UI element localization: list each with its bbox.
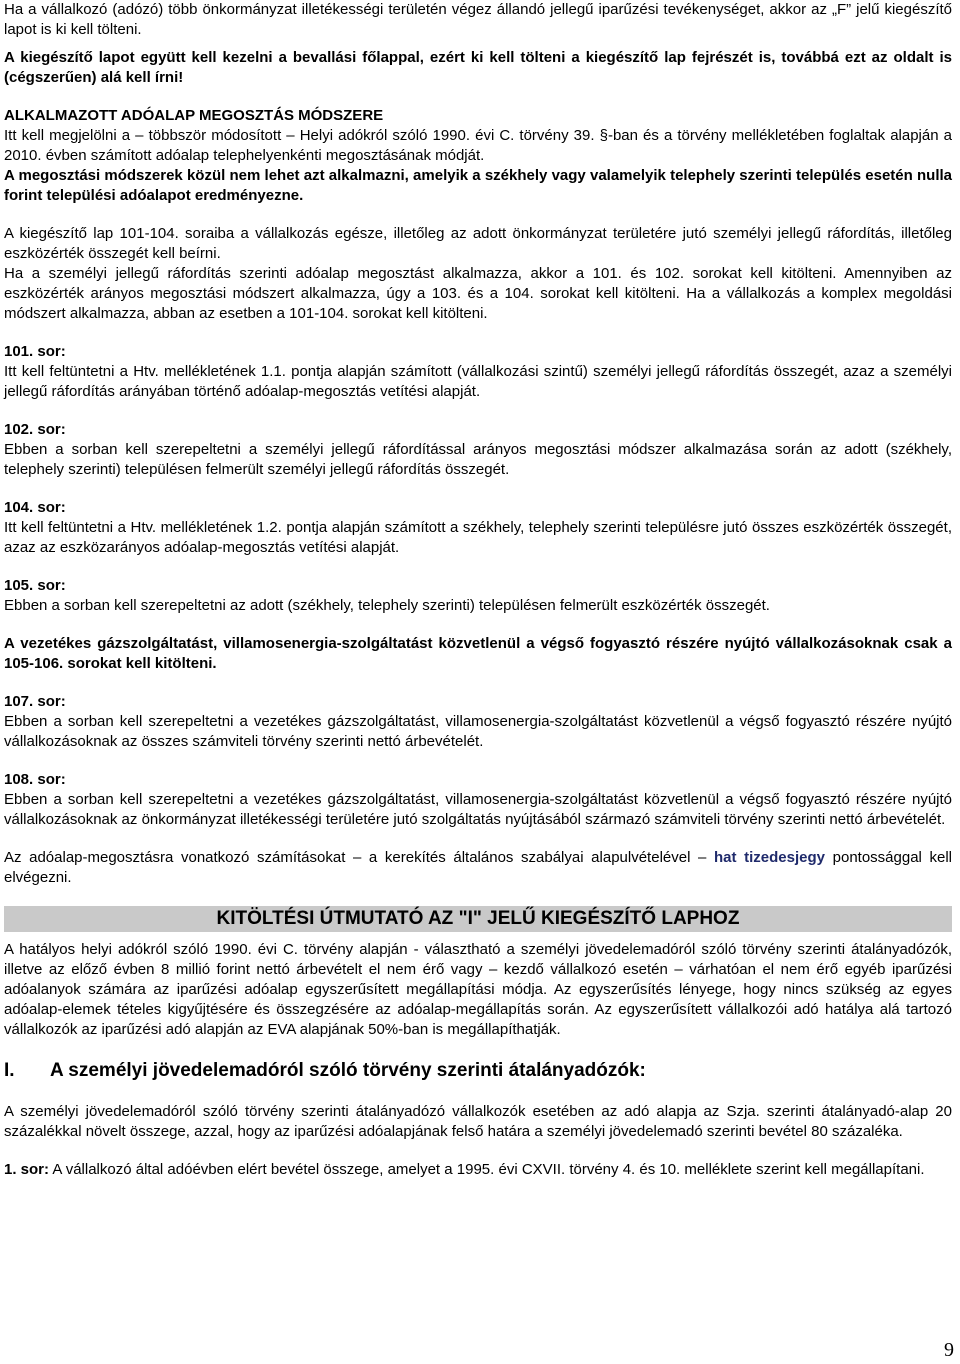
kiegeszito-lap-methods-text: Ha a személyi jellegű ráfordítás szerinti adóalap megosztást alkalmazza, akkor a 101. és 102. sorokat kell kitölteni. Amennyiben az eszközérték arányos megosztási módszert alkalmazza, úgy a 103. és a 104. sorokat kell kitölteni. Ha a vállalkozás a komplex megoldási módszert alkalmazza, abban az esetben a 101-104. sorokat kell kitölteni.: [4, 265, 952, 322]
row-107-text: Ebben a sorban kell szerepeltetni a vezetékes gázszolgáltatást, villamosenergia-szolgáltatást közvetlenül a végső fogyasztó részére nyújtó vállalkozásoknak az összes számviteli törvény szerinti nettó árbevételét.: [4, 713, 952, 750]
row-104-text: Itt kell feltüntetni a Htv. mellékletének 1.2. pontja alapján számított a székhely, telephely szerinti településre jutó összes eszközérték összegét, azaz az eszközarányos adóalap-megosztás vetítési alapját.: [4, 519, 952, 556]
row-101-label: 101. sor:: [4, 343, 66, 360]
rounding-paragraph: [4, 848, 952, 888]
rounding-text-after: pontossággal kell elvégezni.: [4, 849, 953, 886]
row-105-label: 105. sor:: [4, 577, 66, 594]
section-1-paragraph: A személyi jövedelemadóról szóló törvény szerinti átalányadózó vállalkozók esetében az adó alapja az Szja. szerinti átalányadó-alap 20 százalékkal növelt összege, azzal, hogy az iparűzési adóalapjának felső határa a személyi jövedelemadó szerinti bevétel 80 százaléka.: [4, 1103, 952, 1140]
row-1-paragraph: [4, 1160, 952, 1180]
section-1-title-text: A személyi jövedelemadóról szóló törvény szerinti átalányadózók:: [50, 1060, 646, 1081]
section-1-number: I.: [4, 1060, 15, 1081]
alkalmazott-modszer-title: ALKALMAZOTT ADÓALAP MEGOSZTÁS MÓDSZERE: [4, 107, 384, 124]
row-102-label: 102. sor:: [4, 421, 66, 438]
kiegeszito-lap-rows-text: A kiegészítő lap 101-104. soraiba a vállalkozás egésze, illetőleg az adott önkormányzat területére jutó személyi jellegű ráfordítás, illetőleg eszközérték összegét kell beírni.: [4, 225, 952, 262]
signature-note-paragraph: A kiegészítő lapot együtt kell kezelni a bevallási főlappal, ezért ki kell tölteni a kiegészítő lap fejrészét is, továbbá ezt az oldalt is (cégszerűen) alá kell írni!: [4, 49, 952, 86]
gas-electricity-paragraph: A vezetékes gázszolgáltatást, villamosenergia-szolgáltatást közvetlenül a végső fogyasztó részére nyújtó vállalkozásoknak csak a 105-106. sorokat kell kitölteni.: [4, 635, 952, 672]
intro-paragraph-f-sheet: Ha a vállalkozó (adózó) több önkormányzat illetékességi területén végez állandó jellegű iparűzési tevékenységet, akkor az „F” jelű kiegészítő lapot is ki kell tölteni.: [4, 1, 952, 38]
row-108-label: 108. sor:: [4, 771, 66, 788]
row-107-label: 107. sor:: [4, 693, 66, 710]
section-heading-i-sheet: KITÖLTÉSI ÚTMUTATÓ AZ "I" JELŰ KIEGÉSZÍTŐ LAPHOZ: [4, 906, 952, 932]
row-1-text: A vállalkozó által adóévben elért bevétel összege, amelyet a 1995. évi CXVII. törvény 4. és 10. melléklete szerint kell megállapítani.: [52, 1161, 925, 1178]
page-number: 9: [944, 1339, 954, 1361]
row-105-text: Ebben a sorban kell szerepeltetni az adott (székhely, telephely szerinti) településen felmerült eszközérték összegét.: [4, 597, 770, 614]
alkalmazott-modszer-text: Itt kell megjelölni a – többször módosított – Helyi adókról szóló 1990. évi C. törvény 39. §-ban és a törvény mellékletében foglaltak alapján a 2010. évben számított adóalap telephelyenkénti megosztásának módját.: [4, 127, 952, 164]
rounding-emphasis: hat tizedesjegy: [714, 849, 826, 866]
row-101-text: Itt kell feltüntetni a Htv. mellékletének 1.1. pontja alapján számított (vállalkozási szintű) személyi jellegű ráfordítás összegét, azaz a személyi jellegű ráfordítás arányában történő adóalap-megosztás vetítési alapját.: [4, 363, 952, 400]
row-102-text: Ebben a sorban kell szerepeltetni a személyi jellegű ráfordítással arányos megosztási módszer alkalmazása során az adott (székhely, telephely szerinti) településen felmerült személyi jellegű ráfordítás összegét.: [4, 441, 952, 478]
row-1-label: 1. sor:: [4, 1161, 50, 1178]
i-sheet-intro-paragraph: A hatályos helyi adókról szóló 1990. évi C. törvény alapján - választható a személyi jövedelemadóról szóló törvény szerinti átalányadózók, illetve az előző évben 8 millió forint nettó árbevételt el nem érő vagy – kezdő vállalkozó esetén – várhatóan el nem érő egyéb iparűzési adóalanyok számára az iparűzési adóalap egyszerűsített megállapítási módja. Az egyszerűsítés lényege, hogy nincs szükség az egyes adóalap-elemek tételes kigyűjtésére és összegzésére az adóalap-megállapítás során. Az egyszerűsített vállalkozói adó hatálya alá tartozó vállalkozók az iparűzési adó alapján az EVA alapjának 50%-ban is megállapíthatják.: [4, 941, 952, 1038]
alkalmazott-modszer-warning: A megosztási módszerek közül nem lehet azt alkalmazni, amelyik a székhely vagy valamelyik telephely szerinti település esetén nulla forint települési adóalapot eredményezne.: [4, 167, 952, 204]
row-104-label: 104. sor:: [4, 499, 66, 516]
section-1-title: [4, 1058, 952, 1084]
rounding-text-before: Az adóalap-megosztásra vonatkozó számításokat – a kerekítés általános szabályai alapulvételével –: [4, 849, 707, 866]
row-108-text: Ebben a sorban kell szerepeltetni a vezetékes gázszolgáltatást, villamosenergia-szolgáltatást közvetlenül a végső fogyasztó részére nyújtó vállalkozásoknak az önkormányzat illetékességi területére jutó szolgáltatás nyújtásából származó számviteli törvény szerinti nettó árbevételét.: [4, 791, 952, 828]
document-page: [4, 0, 952, 1180]
